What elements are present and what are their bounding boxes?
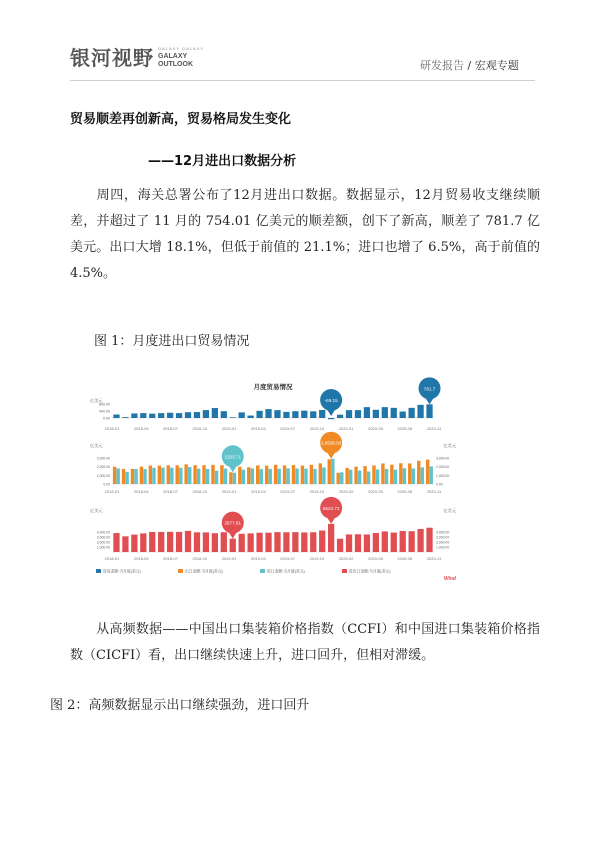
legend-swatch [96,569,101,573]
panel3-x-tick: 2018-01 [104,556,120,561]
panel3-total-bar [400,531,406,552]
panel3-x-tick: 2020-11 [426,556,442,561]
panel2-x-tick: 2018-01 [104,489,120,494]
panel3-total-bar [310,532,316,552]
panel2-import-bar [376,469,379,484]
panel3-total-bar [283,532,289,552]
panel1-x-tick: 2019-04 [251,426,266,431]
panel3-unit-left: 亿美元 [90,508,103,513]
panel2-import-bar [277,469,280,484]
panel3-total-bar [409,531,415,552]
panel2-x-tick: 2020-02 [338,489,354,494]
panel2-export-bar [211,465,214,484]
paragraph-2 [70,617,540,669]
panel2-x-tick: 2020-11 [426,489,442,494]
panel2-import-bar [215,471,218,484]
panel2-export-bar [176,465,179,484]
panel3-callout-1-label: 2677.81 [224,520,242,526]
panel1-x-tick: 2019-07 [280,426,295,431]
panel2-import-bar [152,468,155,484]
panel2-x-tick: 2018-07 [163,489,178,494]
panel3-x-tick: 2019-10 [309,556,325,561]
brand-logo [70,42,204,71]
panel2-export-bar [292,465,295,484]
panel2-x-tick: 2019-04 [251,489,266,494]
legend-label: 贸易差额:当月值(美元) [103,569,141,574]
panel1-balance-bar [417,405,423,418]
panel1-balance-bar [265,409,271,418]
topic-label: 宏观专题 [474,59,519,72]
panel2-import-bar [260,469,263,484]
panel1-balance-bar [292,411,298,418]
panel3-total-bar [158,532,164,552]
panel2-export-bar [140,467,143,484]
panel1-x-tick: 2019-10 [309,426,325,431]
panel3-x-tick: 2018-10 [192,556,208,561]
panel2-export-bar [184,464,187,484]
panel2-export-bar [131,469,134,484]
article-title: 贸易顺差再创新高，贸易格局发生变化 [70,112,292,127]
panel1-balance-bar [346,410,352,418]
panel3-total-bar [301,532,307,552]
panel3-total-bar [417,529,423,552]
panel1-x-tick: 2020-08 [397,426,413,431]
panel1-x-tick: 2018-10 [192,426,208,431]
panel1-balance-bar [176,413,182,418]
panel3-total-bar [274,532,280,552]
panel3-total-bar [140,533,146,552]
panel2-import-bar [125,472,128,484]
panel1-balance-bar [194,412,200,418]
panel1-balance-bar [283,412,289,418]
panel2-import-bar [394,470,397,484]
panel2-import-bar [349,470,352,484]
panel1-x-tick: 2019-01 [221,426,237,431]
panel3-total-bar [337,539,343,552]
panel2-x-tick: 2020-08 [397,489,413,494]
panel2-x-tick: 2018-10 [192,489,208,494]
panel3-x-tick: 2020-05 [368,556,383,561]
panel1-balance-bar [301,411,307,418]
panel2-import-bar [116,468,119,484]
panel1-unit: 亿美元 [90,398,103,403]
panel1-x-tick: 2018-04 [133,426,149,431]
panel3-total-bar [328,524,334,552]
panel3-x-tick: 2018-04 [133,556,149,561]
panel2-x-tick: 2018-04 [133,489,149,494]
panel2-import-bar [242,470,245,484]
panel3-total-bar [113,533,119,552]
panel2-import-bar [385,469,388,484]
panel2-import-bar [430,466,433,484]
panel1-balance-bar [274,410,280,418]
panel2-import-bar [269,469,272,484]
panel3-y-tick-left: 2,000.00 [96,540,110,545]
panel2-y-tick-left: 2,000.00 [96,465,110,470]
panel3-total-bar [122,536,128,552]
panel3-total-bar [131,535,137,552]
panel1-balance-bar [149,414,155,418]
panel2-y-tick-right: 3,000.00 [436,456,450,461]
panel1-balance-bar [426,404,432,418]
panel2-import-bar [403,468,406,484]
panel3-total-bar [167,532,173,552]
panel1-balance-bar [409,408,415,418]
monthly-trade-chart [84,376,462,586]
panel2-export-bar [256,465,259,484]
panel2-import-bar [304,469,307,484]
panel1-balance-bar [319,410,325,418]
panel2-import-bar [313,469,316,484]
panel2-export-bar [301,466,304,484]
panel2-export-bar [265,466,268,484]
panel2-export-bar [122,469,125,484]
panel2-export-bar [390,465,393,484]
panel3-total-bar [382,531,388,552]
panel3-x-tick: 2020-02 [338,556,354,561]
panel1-balance-bar [113,415,119,419]
panel2-export-bar [417,461,420,484]
panel1-balance-bar [248,416,254,418]
panel2-import-bar [188,467,191,484]
panel3-total-bar [248,533,254,552]
panel1-x-tick: 2020-05 [368,426,383,431]
panel2-export-bar [113,467,116,484]
panel1-x-tick: 2020-11 [426,426,442,431]
panel2-import-bar [206,469,209,484]
legend-label: 进口金额:当月值(美元) [267,569,305,574]
panel2-x-tick: 2019-07 [280,489,295,494]
panel2-import-bar [143,469,146,484]
panel1-balance-bar [239,412,245,418]
panel1-balance-bar [221,411,227,418]
panel2-y-tick-right: 1,000.00 [436,473,450,478]
section-label: 研发报告 [420,59,464,72]
legend-swatch [342,569,347,573]
panel2-import-bar [233,473,236,484]
panel2-export-bar [158,466,161,484]
header-divider [70,80,535,81]
panel2-import-bar [421,467,424,484]
legend-swatch [178,569,183,573]
panel2-export-bar [283,465,286,484]
panel2-import-bar [197,469,200,484]
panel3-total-bar [292,532,298,552]
panel3-total-bar [373,533,379,552]
panel2-y-tick-left: 0.00 [103,482,110,487]
panel3-y-tick-right: 2,000.00 [436,540,450,545]
panel3-total-bar [355,534,361,552]
panel3-total-bar [230,539,236,552]
panel2-export-bar [354,467,357,484]
panel2-export-bar [310,465,313,484]
panel2-export-bar [345,468,348,484]
panel2-y-tick-left: 1,000.00 [96,473,110,478]
panel2-y-tick-right: 0.00 [436,482,443,487]
chart-title: 月度贸易情况 [253,384,293,391]
chart-svg [84,376,462,586]
panel2-export-bar [319,463,322,484]
panel3-total-bar [221,532,227,552]
article-subtitle: ——12月进出口数据分析 [148,154,297,169]
panel3-callout-2-label: 5624.71 [322,505,340,511]
panel3-total-bar [194,532,200,552]
panel3-total-bar [391,533,397,552]
panel2-export-bar [167,465,170,484]
panel1-balance-bar [328,418,334,419]
panel1-balance-bar [167,413,173,418]
panel1-balance-bar [310,411,316,418]
panel2-export-bar [247,467,250,484]
paragraph-1-text: 周四，海关总署公布了12月进出口数据。数据显示，12月贸易收支继续顺差，并超过了 11 月的 754.01 亿美元的顺差额，创下了新高，顺差了 781.7 亿美元。出口大增 18.1%，但低于前值的 21.1%；进口也增了 6.5%，高于前值的 4.5%。 [70,188,540,281]
panel3-total-bar [364,534,370,552]
panel3-x-tick: 2019-04 [251,556,266,561]
logo-tagline: GALAXY GALAXY [158,45,205,51]
panel2-import-bar [340,472,343,484]
panel1-y-tick: 400.00 [99,409,110,414]
panel3-unit-right: 亿美元 [443,508,456,513]
panel2-export-bar [149,466,152,484]
paragraph-1 [70,183,540,287]
panel1-balance-bar [391,408,397,418]
panel3-total-bar [149,532,155,552]
panel1-balance-bar [355,410,361,418]
panel1-balance-bar [230,417,236,418]
panel1-balance-bar [185,412,191,418]
header-breadcrumb [420,57,519,73]
panel3-total-bar [256,533,262,552]
panel1-balance-bar [364,407,370,418]
panel1-balance-bar [382,407,388,418]
panel2-y-tick-right: 2,000.00 [436,465,450,470]
panel2-export-bar [238,467,241,484]
panel3-y-tick-right: 1,000.00 [436,545,450,550]
legend-swatch [260,569,265,573]
panel2-export-bar [328,459,331,484]
panel2-export-bar [220,465,223,484]
panel3-x-tick: 2019-01 [221,556,237,561]
panel2-export-bar [408,463,411,484]
panel2-x-tick: 2020-05 [368,489,383,494]
panel2-import-bar [161,468,164,484]
panel1-balance-bar [158,413,164,418]
panel3-total-bar [212,533,218,552]
panel2-import-bar [322,467,325,484]
panel2-import-bar [358,471,361,484]
panel2-export-bar [337,473,340,484]
panel2-export-bar [363,466,366,484]
panel2-import-bar [331,459,334,484]
panel3-y-tick-right: 4,000.00 [436,530,450,535]
chart-source: Wind [443,576,456,582]
panel2-import-bar [251,468,254,484]
panel3-total-bar [203,532,209,552]
logo-word-1: GALAXY [158,52,188,60]
paragraph-2-text: 从高频数据——中国出口集装箱价格指数（CCFI）和中国进口集装箱价格指数（CICFI）看，出口继续快速上升，进口回升，但相对滞缓。 [70,622,540,663]
panel3-x-tick: 2019-07 [280,556,295,561]
panel1-balance-bar [212,408,218,418]
panel3-total-bar [265,533,271,552]
panel3-x-tick: 2018-07 [163,556,178,561]
panel2-import-bar [224,469,227,484]
figure-2-caption: 图 2：高频数据显示出口继续强劲，进口回升 [50,698,310,713]
figure-1-caption: 图 1：月度进出口贸易情况 [94,334,250,349]
panel1-balance-bar [140,413,146,418]
panel2-import-bar [170,468,173,484]
panel2-import-bar [134,469,137,484]
panel2-x-tick: 2019-10 [309,489,325,494]
panel2-unit-left: 亿美元 [90,443,103,448]
legend-label: 进出口金额:当月值(美元) [349,569,391,574]
panel2-export-bar [202,465,205,484]
panel2-callout-1-label: 1323.71 [224,454,242,460]
panel2-callout-2-label: 2,9506.93 [320,440,342,446]
panel3-total-bar [426,528,432,552]
panel3-total-bar [185,531,191,552]
panel3-total-bar [176,532,182,552]
panel2-import-bar [295,469,298,484]
logo-english-text [158,45,204,69]
panel3-y-tick-left: 3,000.00 [96,535,110,540]
panel2-export-bar [274,465,277,484]
breadcrumb-separator: / [467,59,472,72]
panel2-export-bar [372,465,375,484]
logo-chinese-text: 银河视野 [70,46,154,70]
panel2-import-bar [412,469,415,484]
panel2-export-bar [399,463,402,484]
panel1-y-tick: 0.00 [103,416,110,421]
panel2-export-bar [426,460,429,484]
panel1-balance-bar [337,415,343,418]
panel3-x-tick: 2020-08 [397,556,413,561]
panel3-total-bar [346,534,352,552]
legend-label: 出口金额:当月值(美元) [185,569,223,574]
panel3-y-tick-left: 4,000.00 [96,530,110,535]
panel2-import-bar [286,468,289,484]
panel2-import-bar [179,468,182,484]
panel2-export-bar [193,465,196,484]
panel1-x-tick: 2020-01 [338,426,354,431]
panel1-callout-2-label: 781.7 [423,386,436,392]
panel2-export-bar [381,463,384,484]
panel2-export-bar [229,472,232,484]
panel1-callout-1-label: -69.15 [324,398,338,403]
panel2-x-tick: 2019-01 [221,489,237,494]
panel1-balance-bar [373,410,379,418]
panel3-y-tick-right: 3,000.00 [436,535,450,540]
panel2-y-tick-left: 3,000.00 [96,456,110,461]
panel1-x-tick: 2018-01 [104,426,120,431]
panel1-balance-bar [203,410,209,418]
panel2-unit-right: 亿美元 [443,443,456,448]
panel3-total-bar [319,531,325,552]
panel1-x-tick: 2018-07 [163,426,178,431]
logo-word-2: OUTLOOK [158,60,193,68]
panel2-import-bar [367,472,370,484]
panel1-balance-bar [256,411,262,418]
panel1-y-tick: 800.00 [99,402,110,407]
panel1-balance-bar [131,413,137,418]
panel1-balance-bar [400,412,406,418]
panel1-balance-bar [122,417,128,418]
panel3-total-bar [239,534,245,552]
panel3-y-tick-left: 1,000.00 [96,545,110,550]
